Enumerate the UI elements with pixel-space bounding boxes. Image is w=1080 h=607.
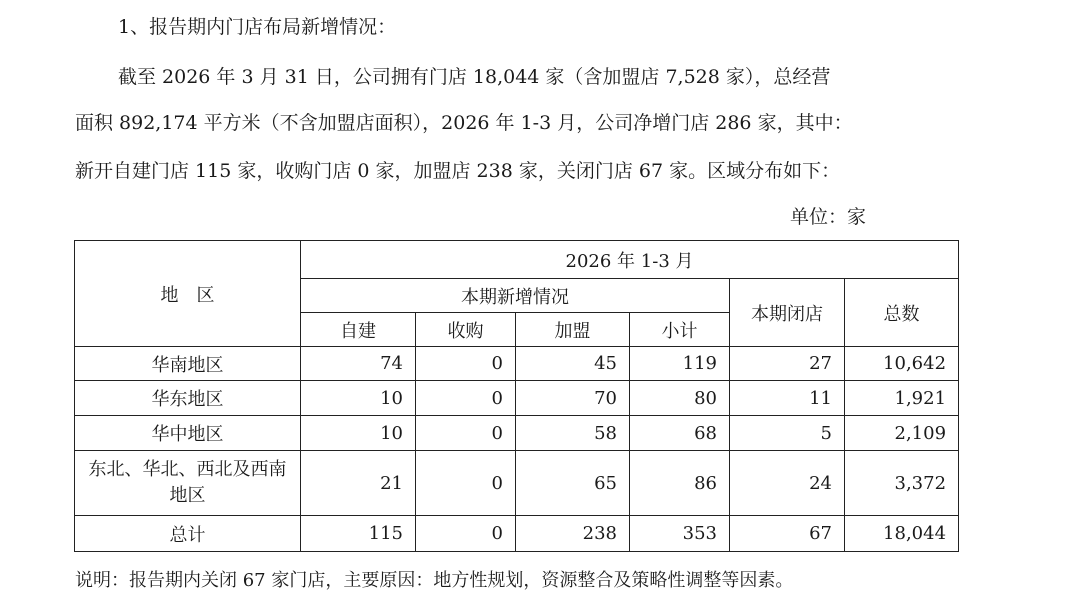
- table-row: [75, 381, 959, 416]
- self-built-cell: 10: [301, 416, 416, 451]
- subheader-subtotal: 小计: [630, 313, 730, 347]
- store-distribution-table: [74, 240, 959, 552]
- closed-cell: 24: [730, 451, 845, 516]
- subheader-franchise: 加盟: [516, 313, 630, 347]
- section-heading: 1、报告期内门店布局新增情况：: [118, 16, 397, 38]
- header-new: 本期新增情况: [301, 279, 730, 313]
- acquired-cell: 0: [416, 516, 516, 552]
- acquired-cell: 0: [416, 347, 516, 381]
- footnote: 说明：报告期内关闭 67 家门店，主要原因：地方性规划，资源整合及策略性调整等因素。: [75, 570, 794, 591]
- table-row-total: [75, 516, 959, 552]
- subheader-self-built: 自建: [301, 313, 416, 347]
- franchise-cell: 238: [516, 516, 630, 552]
- paragraph-line-1: 截至 2026 年 3 月 31 日，公司拥有门店 18,044 家（含加盟店 7,528 家），总经营: [118, 66, 831, 88]
- subtotal-cell: 80: [630, 381, 730, 416]
- franchise-cell: 70: [516, 381, 630, 416]
- subheader-acquired: 收购: [416, 313, 516, 347]
- closed-cell: 5: [730, 416, 845, 451]
- unit-label: 单位：家: [790, 206, 867, 228]
- header-total: 总数: [845, 279, 959, 347]
- total-cell: 1,921: [845, 381, 959, 416]
- subtotal-cell: 119: [630, 347, 730, 381]
- header-period: 2026 年 1-3 月: [301, 241, 959, 279]
- table-row: [75, 347, 959, 381]
- subtotal-cell: 68: [630, 416, 730, 451]
- table-row: [75, 451, 959, 516]
- subtotal-cell: 353: [630, 516, 730, 552]
- paragraph-line-2: 面积 892,174 平方米（不含加盟店面积），2026 年 1-3 月，公司净增门店 286 家，其中：: [75, 112, 853, 134]
- closed-cell: 27: [730, 347, 845, 381]
- closed-cell: 67: [730, 516, 845, 552]
- region-cell: 华东地区: [75, 381, 301, 416]
- region-cell: 华南地区: [75, 347, 301, 381]
- header-closed: 本期闭店: [730, 279, 845, 347]
- header-region: 地 区: [75, 241, 301, 347]
- self-built-cell: 115: [301, 516, 416, 552]
- total-cell: 2,109: [845, 416, 959, 451]
- total-cell: 18,044: [845, 516, 959, 552]
- self-built-cell: 74: [301, 347, 416, 381]
- acquired-cell: 0: [416, 416, 516, 451]
- total-cell: 10,642: [845, 347, 959, 381]
- acquired-cell: 0: [416, 381, 516, 416]
- region-cell: 总计: [75, 516, 301, 552]
- region-cell: 华中地区: [75, 416, 301, 451]
- acquired-cell: 0: [416, 451, 516, 516]
- closed-cell: 11: [730, 381, 845, 416]
- franchise-cell: 58: [516, 416, 630, 451]
- subtotal-cell: 86: [630, 451, 730, 516]
- region-cell: 东北、华北、西北及西南地区: [75, 451, 301, 516]
- self-built-cell: 21: [301, 451, 416, 516]
- paragraph-line-3: 新开自建门店 115 家，收购门店 0 家，加盟店 238 家，关闭门店 67 家。区域分布如下：: [75, 160, 841, 182]
- table-row: [75, 416, 959, 451]
- self-built-cell: 10: [301, 381, 416, 416]
- total-cell: 3,372: [845, 451, 959, 516]
- franchise-cell: 65: [516, 451, 630, 516]
- franchise-cell: 45: [516, 347, 630, 381]
